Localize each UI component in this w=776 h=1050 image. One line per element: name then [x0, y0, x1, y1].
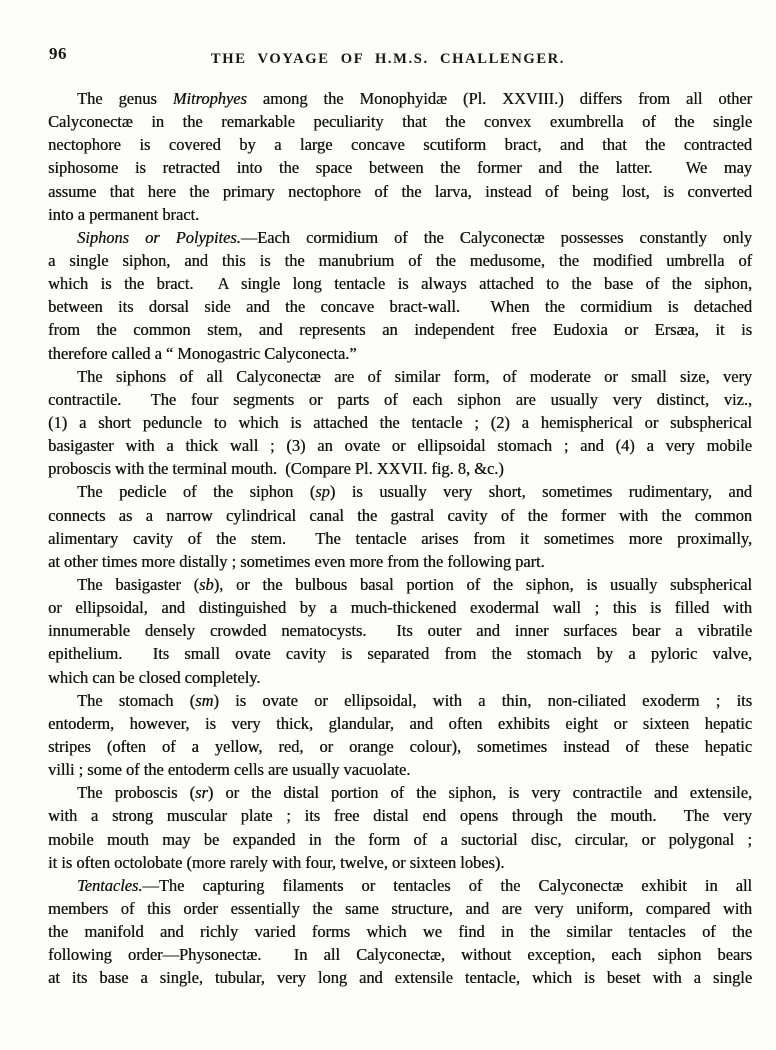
text-line — [48, 480, 752, 503]
text-line — [48, 156, 752, 179]
body-text-segment: or ellipsoidal, and distinguished by a much-thickened exodermal wall ; this is filled with — [48, 598, 752, 618]
text-line — [48, 365, 752, 388]
body-text-segment: the manifold and richly varied forms which we find in the similar tentacles of the — [48, 922, 752, 942]
text-line — [48, 295, 752, 318]
body-text-segment: (1) a short peduncle to which is attached the tentacle ; (2) a hemispherical or subspherical — [48, 412, 752, 432]
body-text-segment: from the common stem, and represents an independent free Eudoxia or Ersæa, it is — [48, 320, 752, 340]
italic-text: sb — [199, 574, 214, 594]
text-line — [48, 735, 752, 758]
text-line — [48, 457, 752, 480]
body-text-segment: ) is ovate or ellipsoidal, with a thin, non-ciliated exoderm ; its — [213, 690, 752, 710]
text-line — [48, 851, 752, 874]
body-text-segment: entoderm, however, is very thick, glandular, and often exhibits eight or sixteen hepatic — [48, 713, 752, 733]
body-text-segment: with a strong muscular plate ; its free distal end opens through the mouth. The very — [48, 806, 752, 826]
text-line — [48, 596, 752, 619]
text-line — [48, 619, 752, 642]
text-line — [48, 434, 752, 457]
body-text-segment: —The capturing filaments or tentacles of the Calyconectæ exhibit in all — [142, 875, 752, 895]
italic-text: Siphons or Polypites. — [77, 227, 241, 247]
text-line — [48, 943, 752, 966]
body-text-segment: ) or the distal portion of the siphon, is very contractile and extensile, — [207, 783, 752, 803]
page-number: 96 — [49, 44, 67, 63]
body-text-segment: basigaster with a thick wall ; (3) an ovate or ellipsoidal stomach ; and (4) a very mobile — [48, 436, 752, 456]
body-text-segment: assume that here the primary nectophore of the larva, instead of being lost, is converted — [48, 181, 752, 201]
body-text-segment: The genus — [77, 89, 173, 108]
body-text-segment: The pedicle of the siphon ( — [77, 482, 316, 502]
text-line — [48, 712, 752, 735]
body-text-segment: The stomach ( — [77, 690, 196, 710]
text-line — [48, 87, 752, 110]
italic-text: Mitrophyes — [172, 89, 247, 108]
text-line — [48, 573, 752, 596]
text-line — [48, 920, 752, 943]
body-text-segment: which is the bract. A single long tentacle is always attached to the base of the siphon, — [48, 274, 752, 294]
body-text-segment: innumerable densely crowded nematocysts. Its outer and inner surfaces bear a vibratile — [48, 621, 752, 641]
text-line — [48, 828, 752, 851]
text-line — [48, 804, 752, 827]
text-line — [48, 342, 752, 365]
body-text-segment: alimentary cavity of the stem. The tentacle arises from it sometimes more proximally, — [48, 528, 752, 548]
text-line — [48, 226, 752, 249]
body-text-segment: among the Monophyidæ (Pl. XXVIII.) differs from all other — [246, 89, 753, 108]
body-text-segment: which can be closed completely. — [48, 667, 261, 687]
body-text-segment: ) is usually very short, sometimes rudimentary, and — [329, 482, 752, 502]
text-line — [48, 318, 752, 341]
text-line — [48, 388, 752, 411]
text-line — [48, 966, 752, 989]
body-text-segment: Calyconectæ in the remarkable peculiarity that the convex exumbrella of the single — [48, 112, 752, 132]
text-line — [48, 133, 752, 156]
text-line — [48, 272, 752, 295]
body-text-segment: villi ; some of the entoderm cells are usually vacuolate. — [48, 760, 411, 780]
body-text-segment: mobile mouth may be expanded in the form of a suctorial disc, circular, or polygonal ; — [48, 829, 752, 849]
text-line — [48, 874, 752, 897]
body-text-segment: at other times more distally ; sometimes even more from the following part. — [48, 551, 545, 571]
text-line — [48, 527, 752, 550]
text-line — [48, 504, 752, 527]
text-line — [48, 781, 752, 804]
italic-text: Tentacles. — [77, 875, 143, 895]
text-line — [48, 110, 752, 133]
italic-text: sm — [195, 690, 214, 710]
body-text-segment: following order—Physonectæ. In all Calyconectæ, without exception, each siphon bears — [48, 945, 752, 965]
body-text-segment: therefore called a “ Monogastric Calyconecta.” — [48, 343, 357, 363]
body-text-segment: proboscis with the terminal mouth. (Compare Pl. XXVII. fig. 8, &c.) — [48, 459, 504, 479]
page-body — [48, 87, 752, 989]
body-text-segment: connects as a narrow cylindrical canal the gastral cavity of the former with the common — [48, 505, 752, 525]
body-text-segment: epithelium. Its small ovate cavity is separated from the stomach by a pyloric valve, — [48, 644, 752, 664]
text-line — [48, 249, 752, 272]
text-line — [48, 203, 752, 226]
text-line — [48, 666, 752, 689]
body-text-segment: into a permanent bract. — [48, 204, 200, 224]
body-text-segment: —Each cormidium of the Calyconectæ possesses constantly only — [240, 227, 753, 247]
body-text-segment: members of this order essentially the same structure, and are very uniform, compared with — [48, 898, 752, 918]
body-text-segment: contractile. The four segments or parts of each siphon are usually very distinct, viz., — [48, 389, 752, 409]
text-line — [48, 180, 752, 203]
body-text-segment: a single siphon, and this is the manubrium of the medusome, the modified umbrella of — [48, 250, 752, 270]
running-title: THE VOYAGE OF H.M.S. CHALLENGER. — [210, 51, 566, 67]
body-text-segment: it is often octolobate (more rarely with four, twelve, or sixteen lobes). — [48, 852, 505, 872]
body-text-segment: The basigaster ( — [77, 574, 200, 594]
body-text-segment: between its dorsal side and the concave bract-wall. When the cormidium is detached — [48, 297, 752, 317]
text-line — [48, 689, 752, 712]
body-text-segment: siphosome is retracted into the space between the former and the latter. We may — [48, 158, 752, 178]
text-line — [48, 642, 752, 665]
text-line — [48, 897, 752, 920]
text-line — [48, 411, 752, 434]
body-text-segment: The proboscis ( — [77, 783, 196, 803]
body-text-segment: stripes (often of a yellow, red, or orange colour), sometimes instead of these hepatic — [48, 736, 752, 756]
body-text-segment: ), or the bulbous basal portion of the siphon, is usually subspherical — [213, 574, 752, 594]
body-text-segment: The siphons of all Calyconectæ are of similar form, of moderate or small size, very — [77, 366, 752, 386]
italic-text: sr — [195, 783, 208, 803]
text-line — [48, 550, 752, 573]
text-line — [48, 758, 752, 781]
body-text-segment: at its base a single, tubular, very long and extensile tentacle, which is beset with a single — [48, 968, 752, 988]
italic-text: sp — [315, 482, 330, 502]
body-text-segment: nectophore is covered by a large concave scutiform bract, and that the contracted — [48, 135, 752, 155]
